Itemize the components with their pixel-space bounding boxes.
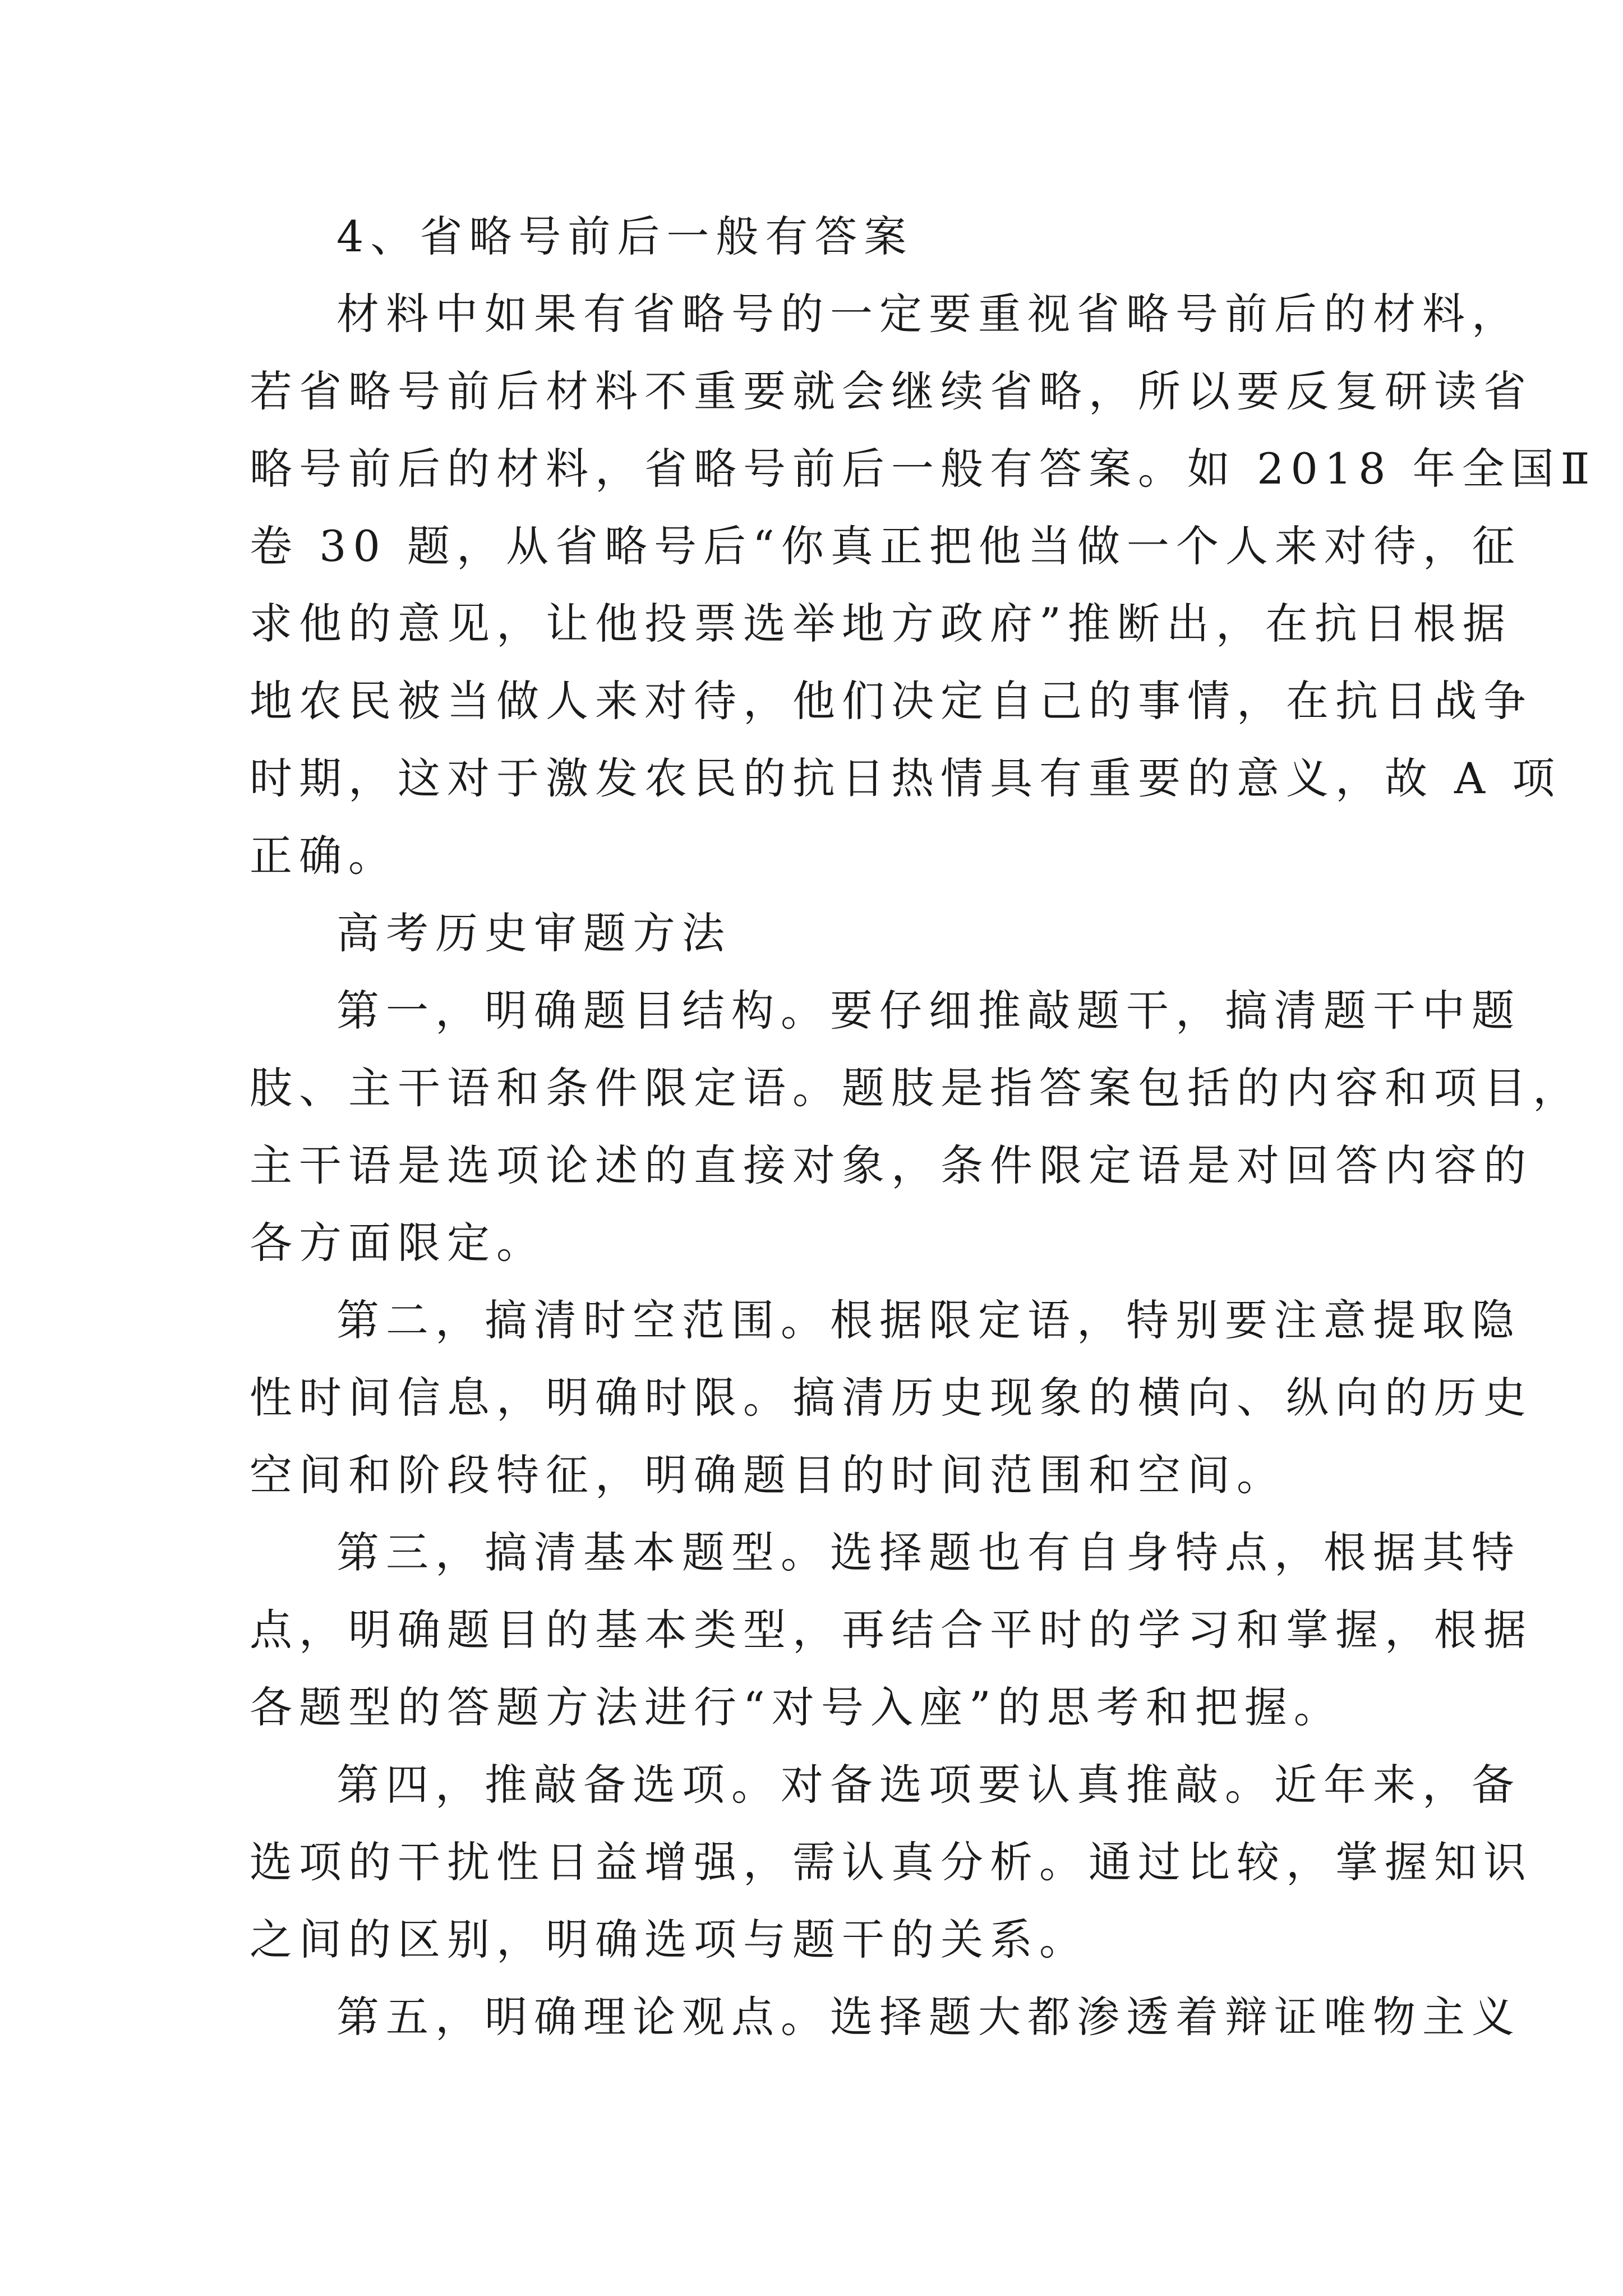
paragraph-line: 地农民被当做人来对待，他们决定自己的事情，在抗日战争 [250,676,1533,726]
paragraph-line: 时期，这对于激发农民的抗日热情具有重要的意义，故 A 项 [250,753,1562,803]
paragraph-line: 之间的区别，明确选项与题干的关系。 [250,1915,1089,1964]
paragraph-line: 第四，推敲备选项。对备选项要认真推敲。近年来，备 [336,1760,1521,1810]
paragraph-line: 卷 30 题，从省略号后“你真正把他当做一个人来对待，征 [250,521,1521,571]
paragraph-line: 选项的干扰性日益增强，需认真分析。通过比较，掌握知识 [250,1837,1533,1887]
paragraph-line: 第二，搞清时空范围。根据限定语，特别要注意提取隐 [336,1295,1521,1345]
paragraph-line: 性时间信息，明确时限。搞清历史现象的横向、纵向的历史 [250,1373,1533,1423]
paragraph-line: 点，明确题目的基本类型，再结合平时的学习和掌握，根据 [250,1605,1533,1655]
paragraph-line: 空间和阶段特征，明确题目的时间范围和空间。 [250,1450,1286,1500]
paragraph-line: 第五，明确理论观点。选择题大都渗透着辩证唯物主义 [336,1992,1521,2042]
paragraph-line: 略号前后的材料，省略号前后一般有答案。如 2018 年全国Ⅱ [250,444,1597,494]
paragraph-line: 若省略号前后材料不重要就会继续省略，所以要反复研读省 [250,366,1533,416]
paragraph-line: 正确。 [250,831,398,881]
section-heading-methods: 高考历史审题方法 [336,908,731,958]
section-heading-ellipsis: 4、省略号前后一般有答案 [336,211,914,261]
paragraph-line: 肢、主干语和条件限定语。题肢是指答案包括的内容和项目， [250,1063,1582,1113]
paragraph-line: 各方面限定。 [250,1218,546,1268]
paragraph-line: 第一，明确题目结构。要仔细推敲题干，搞清题干中题 [336,986,1521,1036]
paragraph-line: 各题型的答题方法进行“对号入座”的思考和把握。 [250,1682,1343,1732]
paragraph-line: 主干语是选项论述的直接对象，条件限定语是对回答内容的 [250,1140,1533,1190]
paragraph-line: 求他的意见，让他投票选举地方政府”推断出，在抗日根据 [250,599,1512,648]
paragraph-line: 材料中如果有省略号的一定要重视省略号前后的材料， [336,289,1521,339]
paragraph-line: 第三，搞清基本题型。选择题也有自身特点，根据其特 [336,1527,1521,1577]
